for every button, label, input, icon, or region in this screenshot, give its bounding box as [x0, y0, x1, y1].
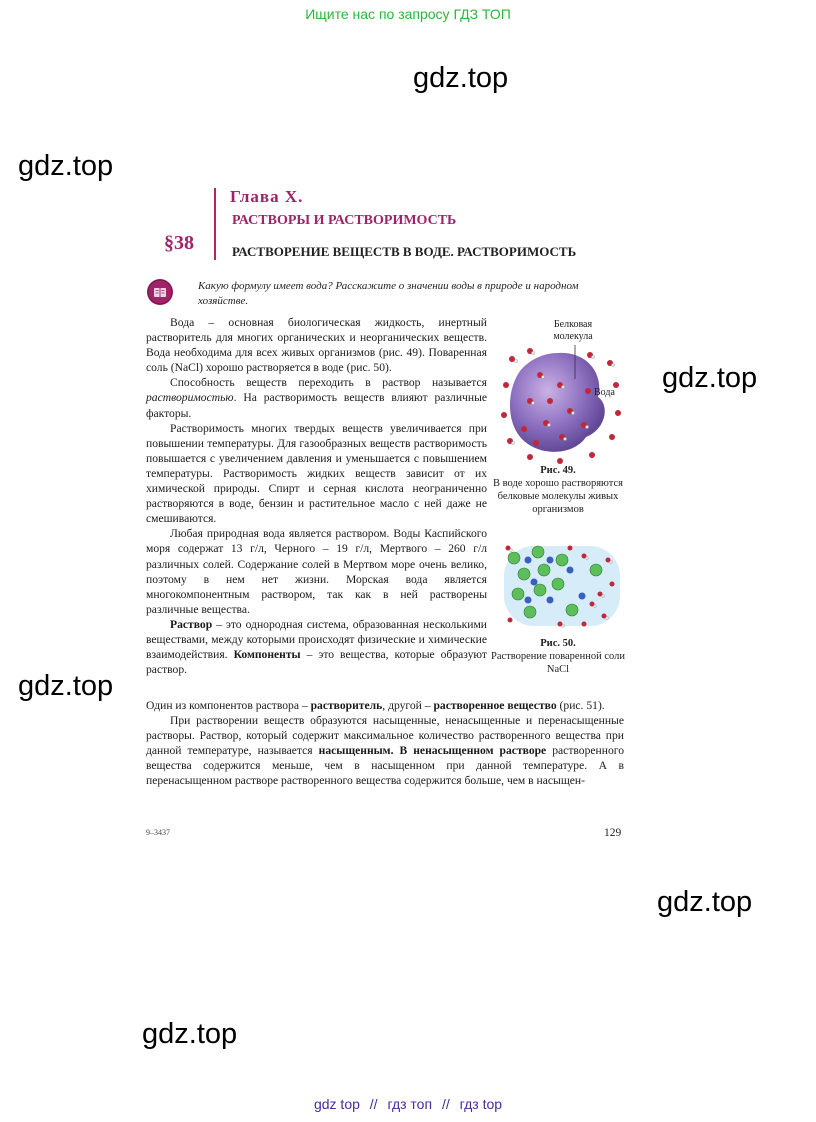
figure49-text: В воде хорошо растворяются белковые молекулы живых организмов: [493, 478, 623, 515]
page-number: 129: [604, 827, 622, 839]
term-solubility: растворимостью: [146, 391, 234, 405]
paragraph-solution-definition: Раствор – это однородная система, образованная несколькими веществами, между которыми происходят физические и химические взаимодействия. Компоненты – это вещества, которые образуют раствор.: [146, 617, 487, 677]
term-solute: растворенное вещество: [433, 699, 557, 712]
paragraph-components: Один из компонентов раствора – растворитель, другой – растворенное вещество (рис. 51).: [146, 699, 605, 712]
watermark: gdz.top: [18, 670, 114, 702]
term-components: Компоненты: [233, 648, 301, 662]
figure50-illustration: [500, 540, 624, 632]
figure49-caption: [488, 464, 628, 516]
figure50-text: Растворение поваренной соли NaCl: [491, 651, 625, 675]
bottom-separator: //: [369, 1096, 378, 1112]
watermark: gdz.top: [413, 62, 509, 94]
paragraph-solubility-factors: Растворимость многих твердых веществ увеличивается при повышении температуры. Для газообразных веществ растворимость повышается с увеличением давления и уменьшается с повышением температуры. Растворимость жидких веществ зависит от их химической природы. Спирт и серная кислота неограниченно растворяются в воде, бензин и растительное масло с ней даже не смешиваются.: [146, 421, 487, 526]
watermark: gdz.top: [662, 362, 758, 394]
bottom-link-1[interactable]: gdz top: [313, 1096, 360, 1112]
body-text-full: [146, 698, 624, 789]
section-number: §38: [164, 232, 194, 254]
bottom-link-2[interactable]: гдз топ: [387, 1096, 433, 1112]
book-icon: [147, 279, 173, 305]
chapter-name: РАСТВОРЫ И РАСТВОРИМОСТЬ: [232, 213, 457, 228]
watermark: gdz.top: [657, 886, 753, 918]
figure49-illustration: [500, 345, 624, 465]
body-text-left: [146, 315, 487, 677]
paragraph-saturated: При растворении веществ образуются насыщенные, ненасыщенные и перенасыщенные растворы. Раствор, который содержит максимальное количество растворенного вещества при данной температуре, называется насыщенным. В ненасыщенном растворе растворенного вещества содержится меньше, чем в насыщенном при данной температуре. А в перенасыщенном растворе растворенного вещества содержится больше, чем в насыщен-: [146, 714, 625, 788]
top-search-link[interactable]: Ищите нас по запросу ГДЗ ТОП: [305, 6, 511, 22]
watermark: gdz.top: [18, 150, 114, 182]
paragraph-natural-water: Любая природная вода является раствором. Воды Каспийского моря содержат 13 г/л, Черного – 19 г/л, Мертвого – 260 г/л различных солей. Содержание солей в Мертвом море очень велико, поэтому в нем нет жизни. Морская вода является многокомпонентным раствором, так как в ней растворены различные вещества.: [146, 527, 487, 616]
figure49-label-protein: Белковая молекула: [553, 319, 593, 342]
term-solution: Раствор: [170, 617, 213, 631]
figure50-number: Рис. 50.: [540, 638, 576, 649]
intro-question: Какую формулу имеет вода? Расскажите о значении воды в природе и народном хозяйстве.: [198, 280, 579, 307]
bottom-links: [0, 1096, 816, 1112]
footer-code: 9–3437: [146, 828, 170, 837]
figure50-caption: [488, 637, 628, 676]
paragraph-solubility: Способность веществ переходить в раствор называется растворимостью. На растворимость веществ влияют различные факторы.: [146, 376, 487, 420]
figure49-label-water: Вода: [594, 387, 615, 398]
chapter-divider: [214, 188, 216, 260]
term-saturated: насыщенным. В ненасыщенном растворе: [318, 744, 547, 758]
chapter-label: Глава X.: [230, 187, 304, 206]
bottom-link-3[interactable]: гдз top: [459, 1096, 503, 1112]
watermark: gdz.top: [142, 1018, 238, 1050]
paragraph-water: Вода – основная биологическая жидкость, инертный растворитель для многих органических и неорганических веществ. Вода необходима для всех живых организмов (рис. 49). Поваренная соль (NaCl) хорошо растворяется в воде (рис. 50).: [146, 316, 487, 375]
figure49-number: Рис. 49.: [540, 465, 576, 476]
section-title: РАСТВОРЕНИЕ ВЕЩЕСТВ В ВОДЕ. РАСТВОРИМОСТЬ: [232, 244, 577, 259]
bottom-separator: //: [441, 1096, 450, 1112]
term-solvent: растворитель: [310, 699, 383, 712]
